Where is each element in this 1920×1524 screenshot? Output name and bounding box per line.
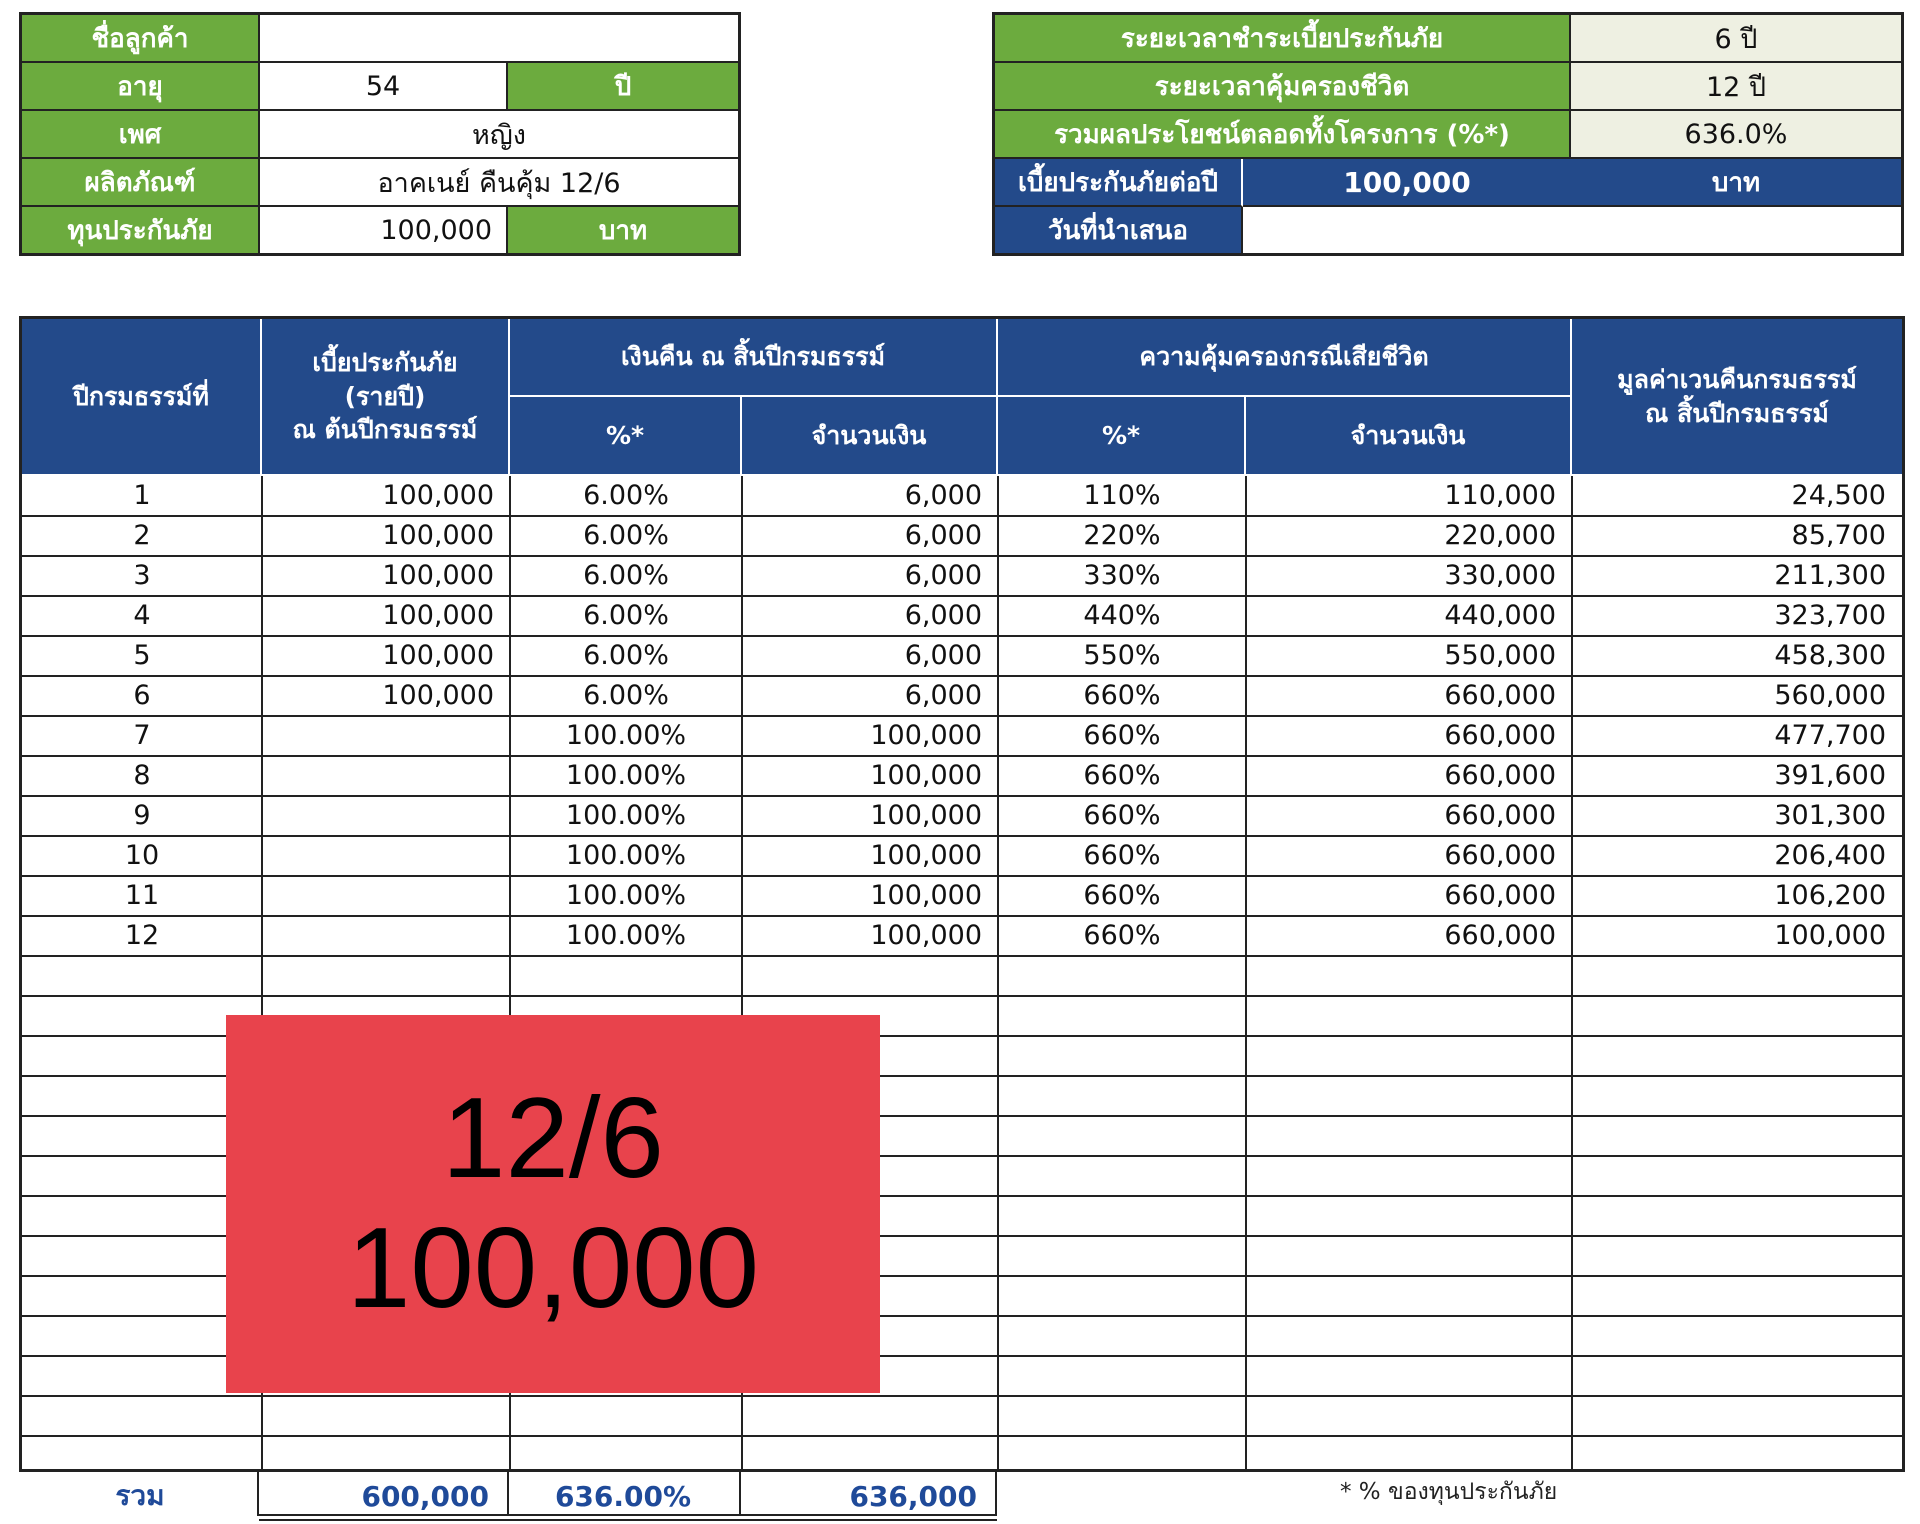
- cell-cashback-pct: 100.00%: [565, 879, 687, 911]
- cell-cashback-pct: 100.00%: [565, 919, 687, 951]
- cell-surrender-value: 106,200: [1774, 879, 1886, 911]
- totals-cashback-amount: 636,000: [849, 1479, 977, 1513]
- cell-surrender-value: 85,700: [1791, 519, 1886, 551]
- cell-premium: [262, 915, 510, 955]
- cell-surrender-value: 391,600: [1774, 759, 1886, 791]
- gender-value[interactable]: หญิง: [260, 111, 738, 159]
- pay-period-label: ระยะเวลาชำระเบี้ยประกันภัย: [995, 15, 1571, 63]
- annual-premium-label: เบี้ยประกันภัยต่อปี: [995, 159, 1243, 207]
- cell-premium: [262, 875, 510, 915]
- cell-year: 10: [124, 839, 160, 871]
- cell-death-pct: 660%: [1083, 759, 1161, 791]
- cell-year: 2: [133, 519, 151, 551]
- sum-insured-unit: บาท: [508, 207, 738, 253]
- sum-insured-label: ทุนประกันภัย: [22, 207, 260, 253]
- header-year: ปีกรมธรรม์ที่: [22, 319, 262, 476]
- cell-cashback-pct: 100.00%: [565, 799, 687, 831]
- cell-year: 12: [124, 919, 160, 951]
- totals-double-underline: [259, 1519, 997, 1521]
- cell-cashback-pct: 6.00%: [583, 479, 669, 511]
- totals-divider-4: [995, 1472, 997, 1516]
- cell-death-pct: 550%: [1083, 639, 1161, 671]
- cell-year: 9: [133, 799, 151, 831]
- plan-highlight-box: [226, 1015, 880, 1393]
- cell-death-amount: 660,000: [1444, 719, 1556, 751]
- totals-divider-3: [739, 1472, 741, 1516]
- cell-year: 6: [133, 679, 151, 711]
- totals-underline: [259, 1514, 997, 1516]
- cell-cashback-pct: 100.00%: [565, 759, 687, 791]
- cell-premium: 100,000: [382, 679, 494, 711]
- cell-death-pct: 330%: [1083, 559, 1161, 591]
- cell-premium: 100,000: [382, 479, 494, 511]
- cell-cashback-pct: 6.00%: [583, 519, 669, 551]
- cell-death-pct: 660%: [1083, 719, 1161, 751]
- cell-year: 8: [133, 759, 151, 791]
- customer-name-label: ชื่อลูกค้า: [22, 15, 260, 63]
- cell-cashback-pct: 100.00%: [565, 839, 687, 871]
- cell-cashback-amount: 100,000: [870, 839, 982, 871]
- pay-period-value: 6 ปี: [1571, 15, 1901, 63]
- offer-date-label: วันที่นำเสนอ: [995, 207, 1243, 253]
- totals-divider-2: [507, 1472, 509, 1516]
- totals-cashback-pct: 636.00%: [554, 1479, 692, 1513]
- row-divider: [22, 955, 1902, 957]
- cell-death-pct: 220%: [1083, 519, 1161, 551]
- cell-surrender-value: 323,700: [1774, 599, 1886, 631]
- age-value[interactable]: 54: [260, 63, 508, 111]
- cell-year: 1: [133, 479, 151, 511]
- product-label: ผลิตภัณฑ์: [22, 159, 260, 207]
- row-divider: [22, 1395, 1902, 1397]
- header-premium-line3: ณ ต้นปีกรมธรรม์: [292, 415, 478, 445]
- header-death-pct: %*: [998, 397, 1246, 476]
- header-surrender-line2: ณ สิ้นปีกรมธรรม์: [1645, 398, 1829, 428]
- cell-cashback-pct: 100.00%: [565, 719, 687, 751]
- row-divider: [22, 1435, 1902, 1437]
- cell-year: 7: [133, 719, 151, 751]
- header-cashback-pct: %*: [510, 397, 742, 476]
- policy-summary: [992, 12, 1904, 256]
- gender-label: เพศ: [22, 111, 260, 159]
- cell-cashback-pct: 6.00%: [583, 679, 669, 711]
- cell-year: 3: [133, 559, 151, 591]
- cell-death-pct: 660%: [1083, 879, 1161, 911]
- age-label: อายุ: [22, 63, 260, 111]
- cell-premium: 100,000: [382, 559, 494, 591]
- plan-sum-insured: 100,000: [346, 1205, 760, 1332]
- cell-cashback-amount: 6,000: [904, 679, 982, 711]
- cell-premium: 100,000: [382, 639, 494, 671]
- cell-cashback-amount: 100,000: [870, 879, 982, 911]
- cell-death-amount: 110,000: [1444, 479, 1556, 511]
- totals-divider-1: [257, 1472, 259, 1516]
- cell-death-amount: 660,000: [1444, 839, 1556, 871]
- plan-name: 12/6: [442, 1075, 664, 1202]
- footnote: * % ของทุนประกันภัย: [1340, 1479, 1558, 1505]
- header-death-amount: จำนวนเงิน: [1246, 397, 1572, 476]
- cell-death-amount: 660,000: [1444, 759, 1556, 791]
- totals-premium: 600,000: [361, 1479, 489, 1513]
- cell-death-pct: 660%: [1083, 799, 1161, 831]
- cell-death-amount: 550,000: [1444, 639, 1556, 671]
- cell-surrender-value: 458,300: [1774, 639, 1886, 671]
- cell-cashback-amount: 6,000: [904, 519, 982, 551]
- cell-surrender-value: 477,700: [1774, 719, 1886, 751]
- cell-surrender-value: 24,500: [1791, 479, 1886, 511]
- cell-surrender-value: 206,400: [1774, 839, 1886, 871]
- cell-cashback-amount: 100,000: [870, 759, 982, 791]
- cell-cashback-amount: 6,000: [904, 479, 982, 511]
- header-surrender-line1: มูลค่าเวนคืนกรมธรรม์: [1617, 364, 1857, 394]
- annual-premium-value: 100,000: [1243, 159, 1571, 207]
- cell-cashback-amount: 6,000: [904, 639, 982, 671]
- header-death-cover: ความคุ้มครองกรณีเสียชีวิต: [998, 319, 1572, 397]
- annual-premium-unit: บาท: [1571, 159, 1901, 207]
- cell-surrender-value: 301,300: [1774, 799, 1886, 831]
- cell-death-pct: 660%: [1083, 919, 1161, 951]
- cell-cashback-amount: 100,000: [870, 919, 982, 951]
- cell-cashback-amount: 6,000: [904, 599, 982, 631]
- cell-cashback-pct: 6.00%: [583, 559, 669, 591]
- header-premium-line1: เบี้ยประกันภัย: [312, 347, 458, 377]
- cover-period-value: 12 ปี: [1571, 63, 1901, 111]
- cell-premium: [262, 755, 510, 795]
- row-divider: [22, 995, 1902, 997]
- age-unit: ปี: [508, 63, 738, 111]
- customer-name-value[interactable]: [260, 15, 738, 63]
- product-value[interactable]: อาคเนย์ คืนคุ้ม 12/6: [260, 159, 738, 207]
- header-premium-line2: (รายปี): [344, 381, 426, 411]
- cell-surrender-value: 100,000: [1774, 919, 1886, 951]
- cell-cashback-amount: 100,000: [870, 799, 982, 831]
- cell-premium: [262, 835, 510, 875]
- cell-premium: 100,000: [382, 599, 494, 631]
- cell-premium: [262, 795, 510, 835]
- cell-surrender-value: 211,300: [1774, 559, 1886, 591]
- cell-death-amount: 660,000: [1444, 919, 1556, 951]
- total-benefit-label: รวมผลประโยชน์ตลอดทั้งโครงการ (%*): [995, 111, 1571, 159]
- header-premium: [262, 319, 510, 476]
- cell-death-amount: 660,000: [1444, 879, 1556, 911]
- cell-death-amount: 330,000: [1444, 559, 1556, 591]
- cover-period-label: ระยะเวลาคุ้มครองชีวิต: [995, 63, 1571, 111]
- header-cashback: เงินคืน ณ สิ้นปีกรมธรรม์: [510, 319, 998, 397]
- sum-insured-value[interactable]: 100,000: [260, 207, 508, 253]
- cell-year: 4: [133, 599, 151, 631]
- cell-year: 5: [133, 639, 151, 671]
- cell-cashback-amount: 100,000: [870, 719, 982, 751]
- cell-death-pct: 660%: [1083, 679, 1161, 711]
- cell-death-pct: 660%: [1083, 839, 1161, 871]
- cell-year: 11: [124, 879, 160, 911]
- cell-cashback-pct: 6.00%: [583, 599, 669, 631]
- cell-death-amount: 220,000: [1444, 519, 1556, 551]
- cell-death-amount: 660,000: [1444, 679, 1556, 711]
- cell-premium: 100,000: [382, 519, 494, 551]
- cell-premium: [262, 715, 510, 755]
- header-cashback-amount: จำนวนเงิน: [742, 397, 998, 476]
- cell-surrender-value: 560,000: [1774, 679, 1886, 711]
- totals-label: รวม: [115, 1479, 165, 1512]
- total-benefit-value: 636.0%: [1571, 111, 1901, 159]
- offer-date-value[interactable]: [1243, 207, 1901, 253]
- cell-death-pct: 110%: [1083, 479, 1161, 511]
- cell-cashback-amount: 6,000: [904, 559, 982, 591]
- cell-cashback-pct: 6.00%: [583, 639, 669, 671]
- cell-death-amount: 660,000: [1444, 799, 1556, 831]
- header-surrender-value: [1572, 319, 1902, 476]
- customer-summary: [19, 12, 741, 256]
- cell-death-amount: 440,000: [1444, 599, 1556, 631]
- cell-death-pct: 440%: [1083, 599, 1161, 631]
